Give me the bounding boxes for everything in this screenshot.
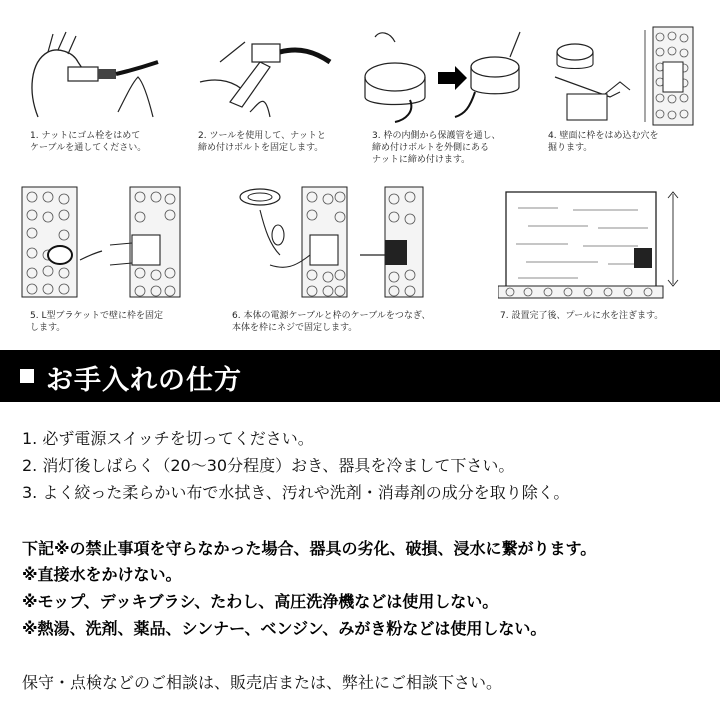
step-4-caption: 4. 壁面に枠をはめ込む穴を 掘ります。 <box>548 131 659 153</box>
illustration-step-2 <box>190 22 340 127</box>
care-step-3: 3. よく絞った柔らかい布で水拭き、汚れや洗剤・消毒剤の成分を取り除く。 <box>22 483 570 502</box>
warning-intro: 下記※の禁止事項を守らなかった場合、器具の劣化、破損、浸水に繋がります。 <box>22 539 597 558</box>
care-section-title: お手入れの仕方 <box>46 365 242 396</box>
illustration-step-4 <box>545 22 710 127</box>
step-6-caption: 6. 本体の電源ケーブルと枠のケーブルをつなぎ、 本体を枠にネジで固定します。 <box>232 311 431 333</box>
illustration-step-3 <box>355 22 530 127</box>
care-step-2: 2. 消灯後しばらく（20～30分程度）おき、器具を冷まして下さい。 <box>22 456 515 475</box>
care-step-1: 1. 必ず電源スイッチを切ってください。 <box>22 429 314 448</box>
illustration-step-7 <box>498 188 698 300</box>
step-1-caption: 1. ナットにゴム栓をはめて ケーブルを通してください。 <box>30 131 147 153</box>
care-section-banner <box>0 350 720 402</box>
step-2-caption: 2. ツールを使用して、ナットと 締め付けボルトを固定します。 <box>198 131 326 153</box>
warning-no-mop-brush: ※モップ、デッキブラシ、たわし、高圧洗浄機などは使用しない。 <box>22 592 499 611</box>
illustration-step-6 <box>230 185 425 300</box>
step-3-caption: 3. 枠の内側から保護管を通し、 締め付けボルトを外側にある ナットに締め付けます。 <box>372 131 501 165</box>
step-7-caption: 7. 設置完了後、プールに水を注ぎます。 <box>500 311 664 321</box>
warning-no-chemicals: ※熱湯、洗剤、薬品、シンナー、ベンジン、みがき粉などは使用しない。 <box>22 619 547 638</box>
warning-no-direct-water: ※直接水をかけない。 <box>22 565 182 584</box>
contact-note: 保守・点検などのご相談は、販売店または、弊社にご相談下さい。 <box>22 673 503 692</box>
square-bullet-icon <box>20 369 34 383</box>
step-5-caption: 5. L型ブラケットで壁に枠を固定 します。 <box>30 311 164 333</box>
illustration-step-5 <box>20 185 185 300</box>
illustration-step-1 <box>18 22 168 127</box>
